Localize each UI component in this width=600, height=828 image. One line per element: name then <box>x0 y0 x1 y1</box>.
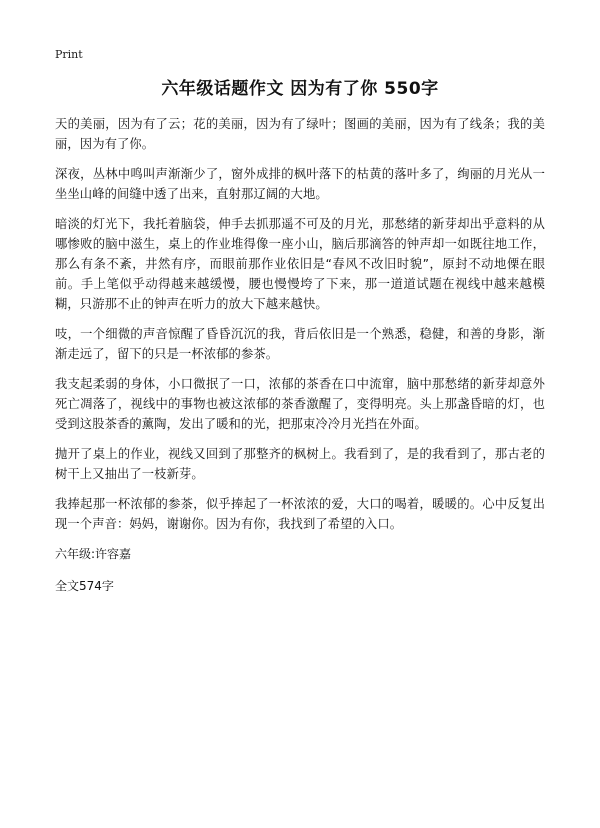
paragraph-1: 天的美丽，因为有了云；花的美丽，因为有了绿叶；图画的美丽，因为有了线条；我的美丽，因为有了你。 <box>55 117 545 151</box>
paragraph-3: 暗淡的灯光下，我托着脑袋，伸手去抓那遥不可及的月光，那愁绪的新芽却出乎意料的从哪惨败的脑中滋生，桌上的作业堆得像一座小山，脑后那滴答的钟声却一如既往地工作，那么有条不紊，井然有序，而眼前那作业依旧是“春风不改旧时貌”，原封不动地傈在眼前。手上笔似乎动得越来越缓慢，腰也慢慢垮了下来，那一道道试题在视线中越来越模糊，只游那不止的钟声在听力的放大下越来越快。 <box>55 217 545 311</box>
article-title: 六年级话题作文 因为有了你 550字 <box>161 79 439 99</box>
paragraph-6: 抛开了桌上的作业，视线又回到了那整齐的枫树上。我看到了，是的我看到了，那古老的树干上又抽出了一枝新芽。 <box>55 447 545 481</box>
print-label: Print <box>55 48 83 61</box>
article-body <box>55 114 545 534</box>
word-count: 全文574字 <box>55 579 114 593</box>
paragraph-7: 我捧起那一杯浓郁的参茶，似乎捧起了一杯浓浓的爱，大口的喝着，暖暖的。心中反复出现一个声音：妈妈，谢谢你。因为有你，我找到了希望的入口。 <box>55 497 545 531</box>
paragraph-4: 吱，一个细微的声音惊醒了昏昏沉沉的我，背后依旧是一个熟悉，稳健，和善的身影，渐渐走远了，留下的只是一杯浓郁的参茶。 <box>55 327 545 361</box>
author-line: 六年级:许容嘉 <box>55 547 132 561</box>
paragraph-2: 深夜，丛林中鸣叫声渐渐少了，窗外成排的枫叶落下的枯黄的落叶多了，绚丽的月光从一坐坐山峰的间缝中透了出来，直射那辽阔的大地。 <box>55 167 545 201</box>
paragraph-5: 我支起柔弱的身体，小口微抿了一口，浓郁的茶香在口中流窜，脑中那愁绪的新芽却意外死亡凋落了，视线中的事物也被这浓郁的茶香激醒了，变得明亮。头上那盏昏暗的灯，也受到这股茶香的薰陶，发出了暖和的光，把那束冷冷月光挡在外面。 <box>55 377 545 431</box>
